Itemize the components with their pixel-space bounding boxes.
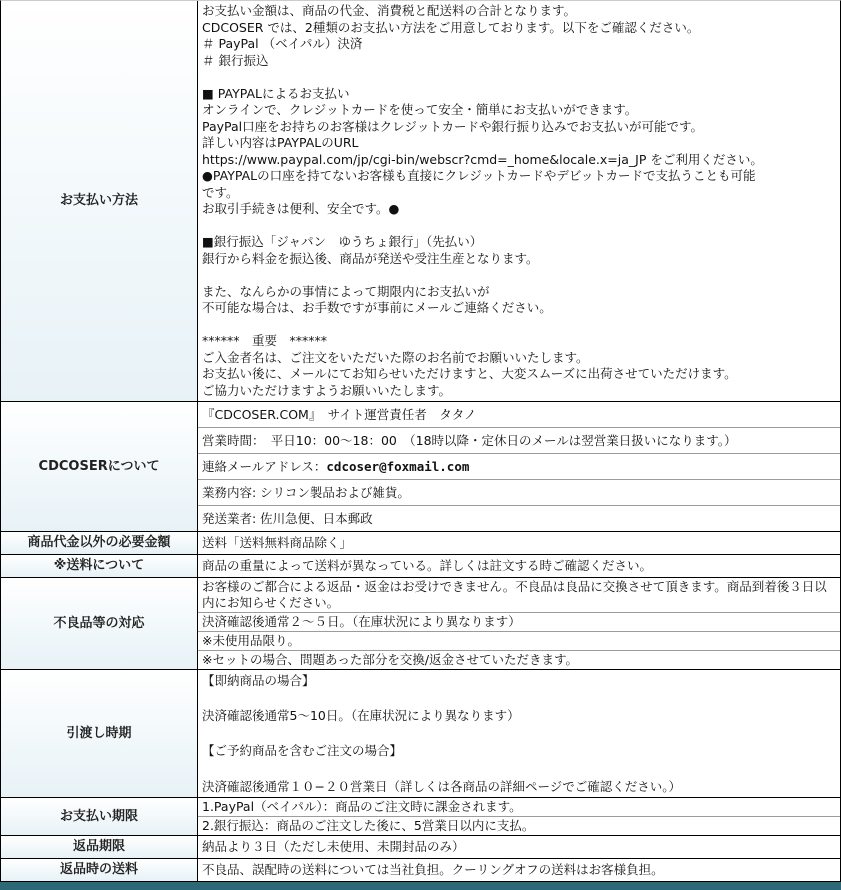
payment-method-line: お支払い後に、メールにてお知らせいただけますと、大変スムーズに出荷させていただけます。 [202,366,737,381]
defective-policy-line: 決済確認後通常２〜５日。（在庫状況により異なります） [198,613,840,632]
delivery-time-line [202,690,836,708]
payment-method-line: 詳しい内容はPAYPALのURL [202,135,359,150]
about-shipping-carriers: 発送業者: 佐川急便、日本郵政 [202,511,373,526]
contact-email: cdcoser@foxmail.com [326,459,470,474]
row-label-shipping-note: ※送料について [1,555,198,577]
return-deadline-text: 納品より３日（ただし未使用、未開封品のみ） [202,839,465,855]
payment-method-line: お取引手続きは便利、安全です。● [202,201,400,216]
payment-method-line: ご協力いただけますようお願いいたします。 [202,382,452,398]
row-payment-deadline [1,798,840,836]
about-business-description: 業務内容: シリコン製品および雑貨。 [198,480,840,506]
payment-method-line: ****** 重要 ****** [202,333,328,348]
payment-method-line [202,317,836,334]
row-payment-method [1,1,840,402]
row-content-return-shipping [198,859,840,881]
row-label-return-shipping: 返品時の送料 [1,859,198,881]
payment-method-line: ■銀行振込「ジャパン ゆうちょ銀行」（先払い） [202,234,483,249]
payment-method-line: ●PAYPALの口座を持てないお客様も直接にクレジットカードやデビットカードで支払うことも可能 [202,168,756,183]
row-content-about [198,402,840,531]
payment-method-line: また、なんらかの事情によって期限内にお支払いが [202,283,490,299]
extra-fee-text: 送料「送料無料商品除く」 [202,535,353,550]
payment-method-line: ■ PAYPALによるお支払い [202,85,350,101]
payment-method-line [202,218,836,235]
row-return-deadline [1,836,840,859]
row-defective-policy [1,578,840,670]
row-content-payment-method [198,1,840,401]
defective-policy-line: お客様のご都合による返品・返金はお受けできません。不良品は良品に交換させて頂きます。商品到着後３日以内にお知らせください。 [198,578,840,613]
payment-method-line: オンラインで、クレジットカードを使って安全・簡単にお支払いができます。 [202,102,638,117]
row-content-return-deadline [198,836,840,858]
payment-method-line: ＃ 銀行振込 [202,52,269,68]
row-label-return-deadline: 返品期限 [1,836,198,858]
payment-method-line: お支払い金額は、商品の代金、消費税と配送料の合計となります。 [202,3,577,18]
return-shipping-text: 不良品、誤配時の送料については当社負担。クーリングオフの送料はお客様負担。 [202,862,664,878]
payment-method-line: CDCOSER では、2種類のお支払い方法をご用意しております。以下をご確認ください。 [202,19,700,35]
row-about [1,402,840,532]
row-content-shipping-note [198,555,840,577]
payment-method-line: ＃ PayPal （ベイパル）決済 [202,36,363,51]
about-contact-row [198,454,840,480]
row-content-extra-fee [198,532,840,554]
row-label-about: CDCOSERについて [1,402,198,531]
payment-deadline-line: 2.銀行振込：商品のご注文した後に、5営業日以内に支払。 [202,818,535,834]
about-site-admin: 『CDCOSER.COM』 サイト運営責任者 タタノ [198,402,840,428]
row-label-extra-fee: 商品代金以外の必要金額 [1,532,198,554]
row-delivery-time [1,670,840,798]
delivery-time-line: 【即納商品の場合】 [202,673,315,688]
row-extra-fee [1,532,840,555]
defective-policy-line: ※セットの場合、問題あった部分を交換/返金させていただきます。 [202,652,579,667]
about-business-hours: 営業時間： 平日10：00〜18：00 （18時以降・定休日のメールは翌営業日扱いになります。） [198,428,840,454]
delivery-time-line: 決済確認後通常5〜10日。（在庫状況により異なります） [202,708,520,724]
row-return-shipping [1,859,840,882]
row-shipping-note [1,555,840,578]
delivery-time-line: 決済確認後通常１０−２０営業日（詳しくは各商品の詳細ページでご確認ください。） [202,778,681,794]
defective-policy-line: ※未使用品限り。 [198,632,840,651]
payment-method-line: 銀行から料金を振込後、商品が発送や受注生産となります。 [202,250,539,266]
payment-deadline-line: 1.PayPal（ベイパル）：商品のご注文時に課金されます。 [198,798,840,817]
footer-bar [0,882,841,890]
delivery-time-line [202,760,836,778]
payment-method-line: PayPal口座をお持ちのお客様はクレジットカードや銀行振り込みでお支払いが可能です。 [202,118,703,134]
contact-label: 連絡メールアドレス： [202,459,327,474]
payment-method-line: 不可能な場合は、お手数ですが事前にメールご連絡ください。 [202,300,552,315]
row-label-delivery-time: 引渡し時期 [1,670,198,797]
row-content-payment-deadline [198,798,840,835]
payment-method-line [202,267,836,284]
delivery-time-line [202,725,836,743]
payment-method-line: https://www.paypal.com/jp/cgi-bin/webscr?cmd=_home&locale.x=ja_JP をご利用ください。 [202,151,763,167]
payment-method-line: ご入金者名は、ご注文をいただいた際のお名前でお願いいたします。 [202,349,589,365]
payment-method-text [198,1,840,401]
row-content-defective-policy [198,578,840,669]
shipping-note-text: 商品の重量によって送料が異なっている。詳しくは註文する時ご確認ください。 [202,558,653,573]
delivery-time-line: 【ご予約商品を含むご注文の場合】 [202,743,403,759]
payment-method-line: です。 [202,184,239,200]
row-label-payment-deadline: お支払い期限 [1,798,198,835]
row-content-delivery-time [198,670,840,797]
payment-method-line [202,69,836,86]
delivery-time-text [198,670,840,797]
row-label-defective-policy: 不良品等の対応 [1,578,198,669]
row-label-payment-method: お支払い方法 [1,1,198,401]
